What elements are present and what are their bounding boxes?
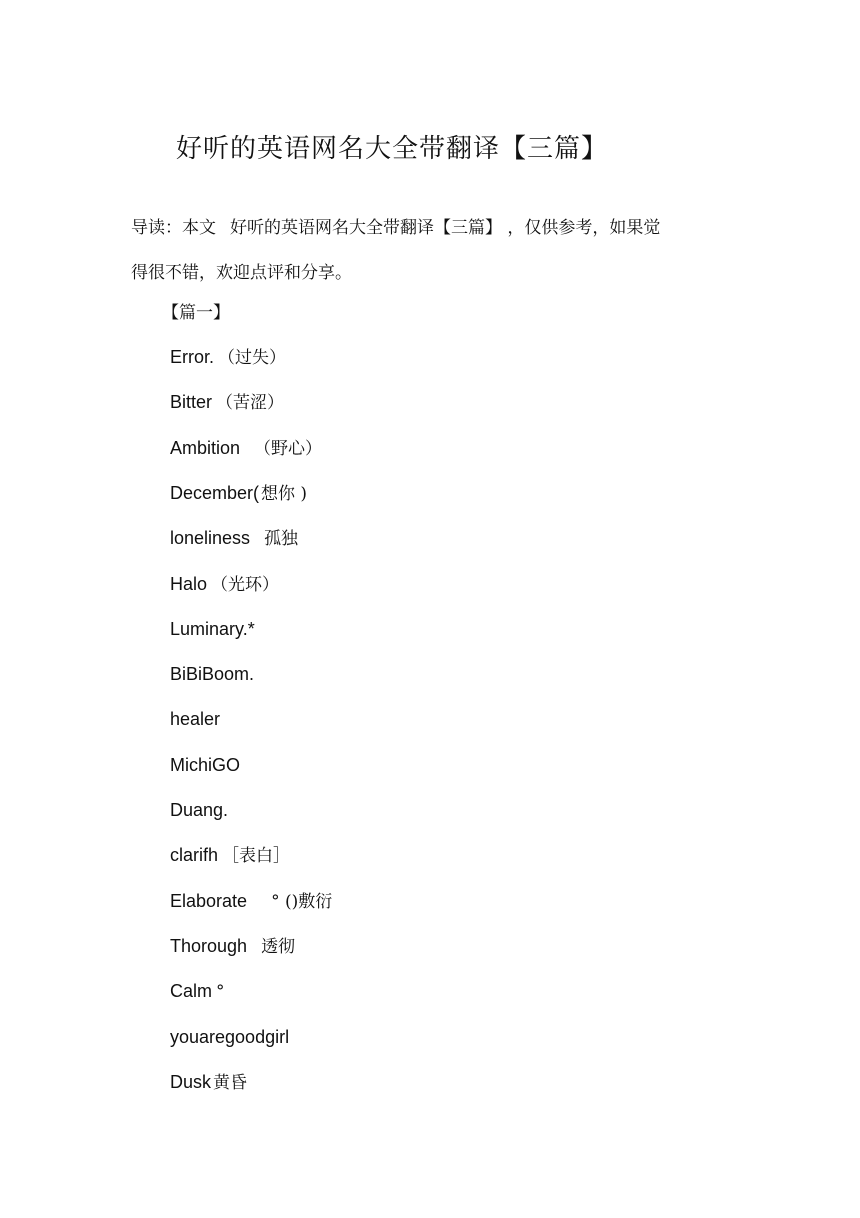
- name-english: Halo: [170, 573, 208, 594]
- name-translation: ［表白］: [222, 846, 291, 867]
- name-item: [170, 798, 228, 823]
- name-item: [170, 1025, 289, 1050]
- name-english: Thorough: [170, 935, 248, 956]
- name-translation: ° ()敷衍: [271, 891, 333, 912]
- name-item: [170, 934, 295, 959]
- name-translation: （过失）: [218, 348, 287, 368]
- name-translation: 想你 ): [261, 483, 308, 504]
- name-item: [170, 843, 290, 868]
- name-translation: （野心）: [254, 438, 323, 459]
- name-translation: 孤独: [264, 529, 299, 550]
- name-item: [170, 481, 307, 506]
- name-english: Luminary.*: [170, 618, 255, 639]
- intro-label: 导读：本文: [131, 218, 216, 238]
- name-translation: 黄昏: [213, 1072, 248, 1093]
- name-english: healer: [170, 709, 221, 730]
- name-english: Duang.: [170, 800, 229, 820]
- name-item: [170, 617, 255, 642]
- name-english: Calm: [170, 981, 213, 1002]
- name-english: Ambition: [170, 437, 241, 458]
- name-english: loneliness: [170, 528, 251, 549]
- name-english: MichiGO: [170, 754, 241, 775]
- name-english: BiBiBoom.: [170, 664, 255, 685]
- name-item: [170, 707, 220, 732]
- name-item: [170, 753, 240, 778]
- intro-line-2: 得很不错，欢迎点评和分享。: [131, 263, 352, 283]
- name-item: [170, 662, 254, 687]
- name-english: clarifh: [170, 845, 219, 866]
- name-item: [170, 1070, 247, 1095]
- name-item: [170, 436, 322, 461]
- intro-paragraph: [131, 206, 731, 296]
- name-translation: （光环）: [211, 574, 280, 595]
- document-title: 好听的英语网名大全带翻译【三篇】: [176, 134, 609, 164]
- section-heading: 【篇一】: [162, 303, 230, 323]
- name-translation: °: [216, 982, 225, 1003]
- intro-line-1: [131, 206, 731, 251]
- name-item: [170, 526, 298, 551]
- name-translation: （苦涩）: [216, 393, 285, 414]
- name-english: Error.: [170, 347, 215, 367]
- name-translation: 透彻: [261, 936, 296, 957]
- name-item: [170, 572, 279, 597]
- name-item: [170, 889, 332, 914]
- name-item: [170, 979, 225, 1004]
- name-item: [170, 345, 286, 370]
- name-english: Bitter: [170, 392, 213, 413]
- name-english: Dusk: [170, 1071, 212, 1092]
- name-item: [170, 390, 284, 415]
- intro-line-1-text: 好听的英语网名大全带翻译【三篇】 ，仅供参考，如果觉: [230, 218, 661, 238]
- name-english: December(: [170, 482, 260, 503]
- name-english: youaregoodgirl: [170, 1026, 290, 1047]
- name-english: Elaborate: [170, 890, 248, 911]
